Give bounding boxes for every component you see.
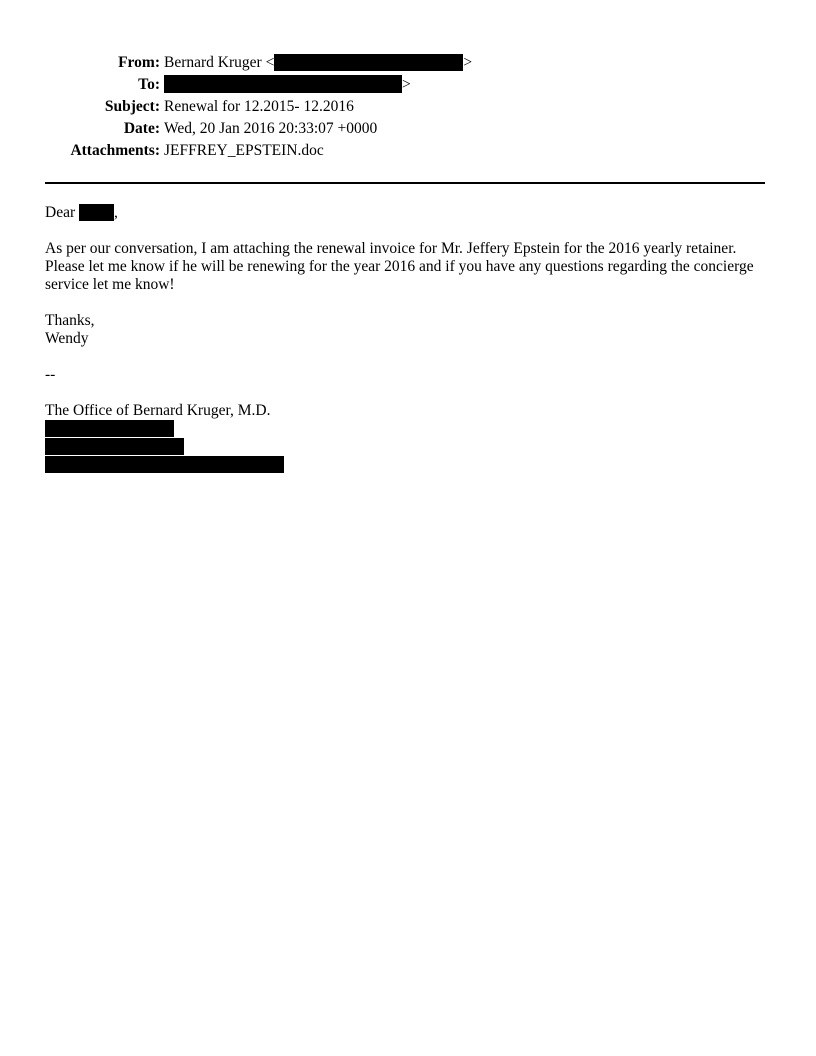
subject-label: Subject: xyxy=(104,98,160,115)
header-divider xyxy=(45,182,765,184)
email-header xyxy=(0,52,816,162)
date-value: Wed, 20 Jan 2016 20:33:07 +0000 xyxy=(164,120,378,137)
closing: Thanks, xyxy=(45,312,95,329)
from-value xyxy=(164,52,472,74)
greeting-suffix: , xyxy=(114,204,118,221)
date-row xyxy=(0,118,816,140)
from-label: From: xyxy=(118,54,160,71)
from-name: Bernard Kruger < xyxy=(164,54,275,71)
attachments-row xyxy=(0,140,816,162)
greeting xyxy=(45,204,770,222)
from-email-redaction xyxy=(274,54,463,71)
from-close: > xyxy=(463,54,473,71)
date-label: Date: xyxy=(123,120,160,137)
to-value xyxy=(164,74,411,96)
signature-redactions xyxy=(45,420,770,473)
signature-separator: -- xyxy=(45,366,56,383)
to-close: > xyxy=(402,76,411,93)
to-label: To: xyxy=(138,76,160,93)
signature-line-2-redaction xyxy=(45,438,184,455)
signature-line-1-redaction xyxy=(45,420,174,437)
signature-line-3-redaction xyxy=(45,456,284,473)
attachment-link[interactable]: JEFFREY_EPSTEIN.doc xyxy=(164,142,324,159)
signature-org: The Office of Bernard Kruger, M.D. xyxy=(45,402,271,419)
to-row xyxy=(0,74,816,96)
from-row xyxy=(0,52,816,74)
email-body xyxy=(45,204,770,474)
message-paragraph: As per our conversation, I am attaching the renewal invoice for Mr. Jeffery Epstein for the 2016 yearly retainer. Please let me know if he will be renewing for the year 2016 and if you have any questions regarding the concierge service let me know! xyxy=(45,240,754,293)
attachments-label: Attachments: xyxy=(70,142,160,159)
subject-row xyxy=(0,96,816,118)
subject-value: Renewal for 12.2015- 12.2016 xyxy=(164,98,354,115)
greeting-prefix: Dear xyxy=(45,204,76,221)
recipient-name-redaction xyxy=(79,204,114,221)
to-recipient-redaction xyxy=(164,75,402,93)
sender-name: Wendy xyxy=(45,330,89,347)
